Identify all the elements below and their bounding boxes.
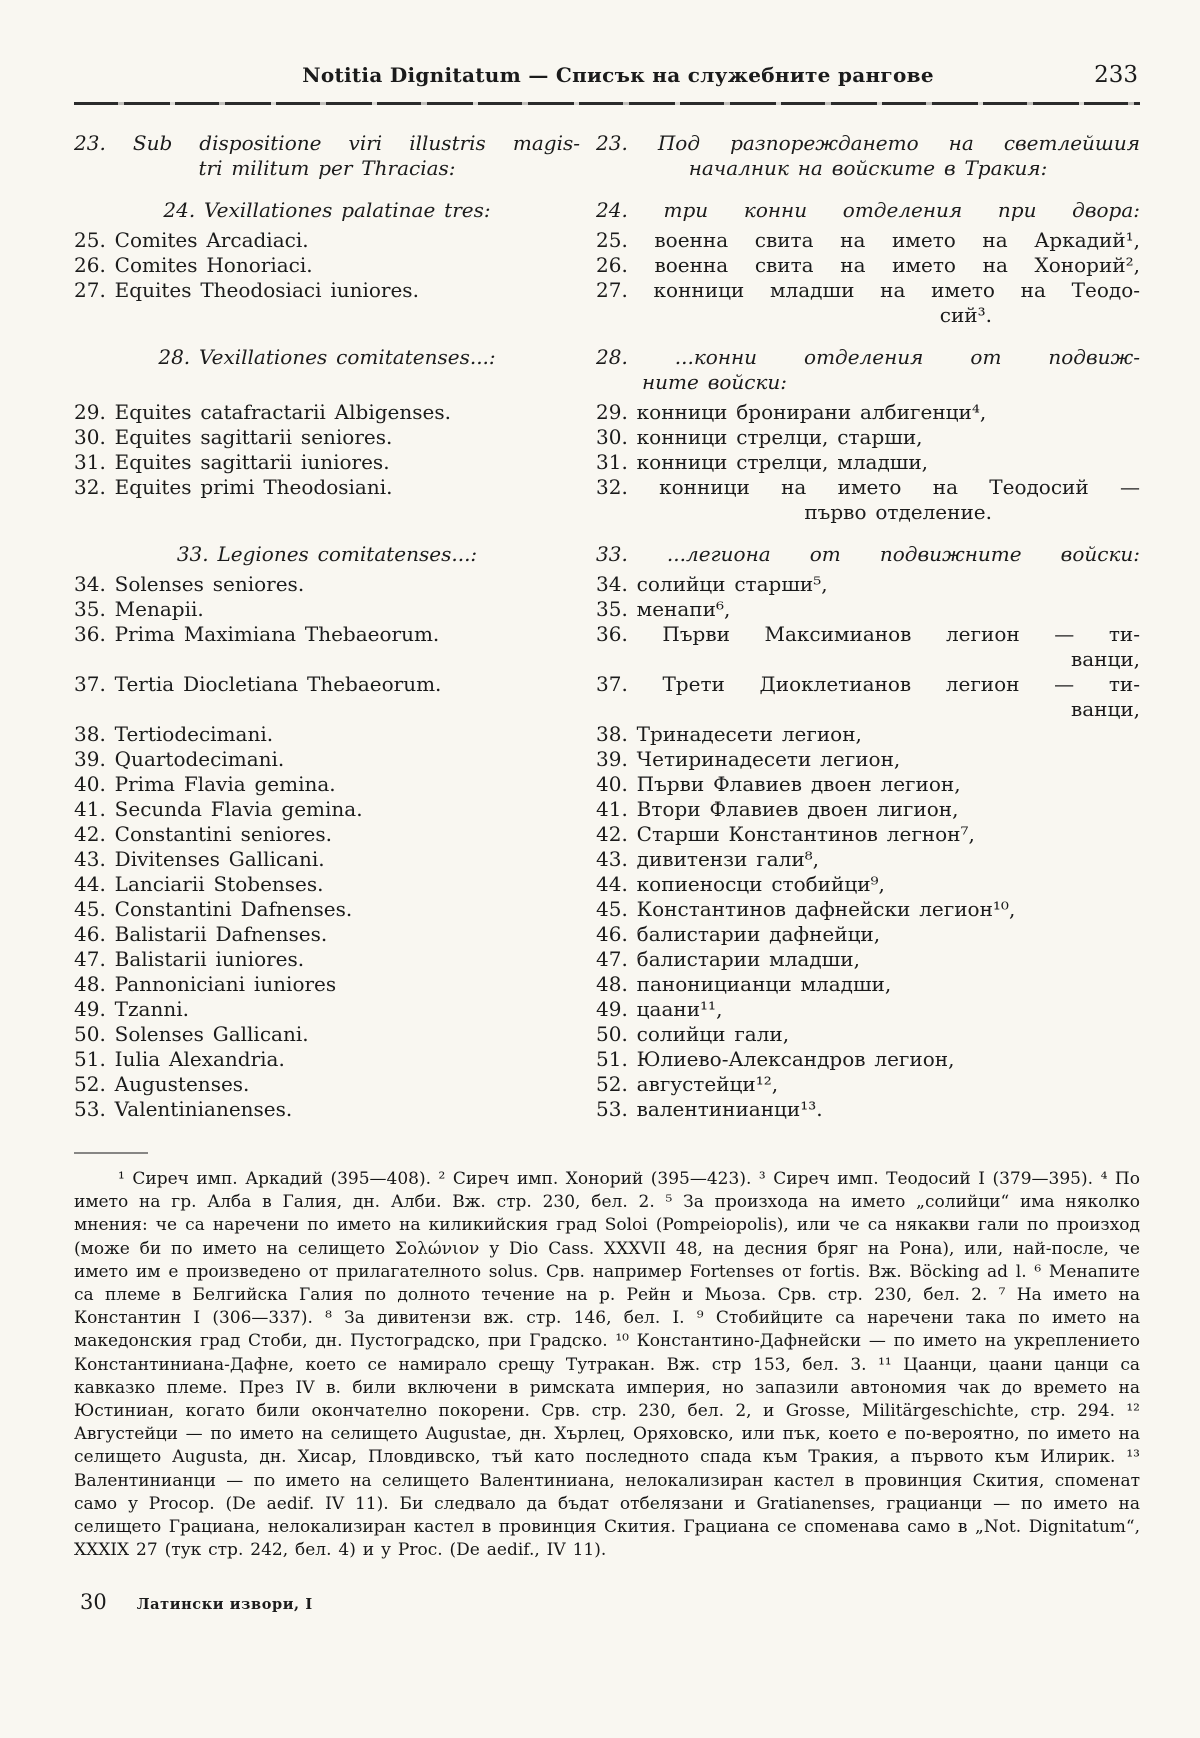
entry-row <box>74 1097 1140 1122</box>
footnote-separator <box>74 1152 148 1154</box>
bulgarian-line: сий³. <box>939 303 992 327</box>
entry-row <box>74 947 1140 972</box>
page-number: 233 <box>1094 62 1138 88</box>
bulgarian-line: 39. Четиринадесети легион, <box>596 747 901 771</box>
entry-row <box>74 425 1140 450</box>
latin-line: 26. Comites Honoriaci. <box>74 253 313 277</box>
bulgarian-line: 40. Първи Флавиев двоен легион, <box>596 772 961 796</box>
latin-line: 37. Tertia Diocletiana Thebaeorum. <box>74 672 442 696</box>
latin-line: 31. Equites sagittarii iuniores. <box>74 450 390 474</box>
bulgarian-line: 24. три конни отделения при двора: <box>596 198 1140 222</box>
bulgarian-line: 30. конници стрелци, старши, <box>596 425 923 449</box>
latin-line <box>74 697 580 722</box>
entry-row <box>74 400 1140 425</box>
latin-line: 51. Iulia Alexandria. <box>74 1047 285 1071</box>
bulgarian-line: 41. Втори Флавиев двоен лигион, <box>596 797 959 821</box>
bulgarian-line: 47. балистарии младши, <box>596 947 860 971</box>
latin-line: 38. Tertiodecimani. <box>74 722 274 746</box>
bulgarian-line: 48. паноницианци младши, <box>596 972 892 996</box>
latin-line: tri militum per Thracias: <box>198 156 456 180</box>
latin-line: 27. Equites Theodosiaci iuniores. <box>74 278 419 302</box>
latin-line <box>74 500 580 525</box>
entry-row <box>74 156 1140 181</box>
entry-row <box>74 1022 1140 1047</box>
latin-line: 42. Constantini seniores. <box>74 822 332 846</box>
latin-line: 53. Valentinianenses. <box>74 1097 293 1121</box>
entry-row <box>74 1047 1140 1072</box>
bulgarian-line: 29. конници бронирани албигенци⁴, <box>596 400 987 424</box>
latin-line: 25. Comites Arcadiaci. <box>74 228 309 252</box>
bulgarian-line: 52. августейци¹², <box>596 1072 779 1096</box>
entry-row <box>74 278 1140 303</box>
latin-line: 36. Prima Maximiana Thebaeorum. <box>74 622 440 646</box>
bulgarian-line: 49. цаани¹¹, <box>596 997 723 1021</box>
bulgarian-line: 26. военна свита на името на Хонорий², <box>596 253 1140 277</box>
latin-line: 41. Secunda Flavia gemina. <box>74 797 363 821</box>
latin-line: 35. Menapii. <box>74 597 204 621</box>
latin-line: 30. Equites sagittarii seniores. <box>74 425 393 449</box>
latin-line: 52. Augustenses. <box>74 1072 250 1096</box>
entry-row <box>74 500 1140 525</box>
bulgarian-line: 33. ...легиона от подвижните войски: <box>596 542 1140 566</box>
bulgarian-line: 53. валентинианци¹³. <box>596 1097 823 1121</box>
bulgarian-line: 42. Старши Константинов легнон⁷, <box>596 822 975 846</box>
latin-line: 33. Legiones comitatenses...: <box>176 542 478 566</box>
entry-row <box>74 475 1140 500</box>
entry-row <box>74 797 1140 822</box>
entry-row <box>74 542 1140 567</box>
entry-row <box>74 253 1140 278</box>
signature-number: 30 <box>80 1590 107 1615</box>
bulgarian-line: 38. Тринадесети легион, <box>596 722 862 746</box>
latin-line: 46. Balistarii Dafnenses. <box>74 922 328 946</box>
latin-line: 44. Lanciarii Stobenses. <box>74 872 324 896</box>
bulgarian-line: началник на войските в Тракия: <box>688 156 1048 180</box>
bulgarian-line: 34. солийци старши⁵, <box>596 572 828 596</box>
footnotes-text: ¹ Сиреч имп. Аркадий (395—408). ² Сиреч имп. Хонорий (395—423). ³ Сиреч имп. Теодосий I (379—395). ⁴ По името на гр. Алба в Галия, дн. Алби. Вж. стр. 230, бел. 2. ⁵ За произхода на името „солийци“ има няколко мнения: че са наречени по името на киликийския град Soloi (Pompeiopolis), или че са някакви гали по произход (може би по името на селището Σολώνιον у Dio Cass. XXXVII 48, на десния бряг на Рона), или, най-после, че името им е произведено от прилагателното solus. Срв. например Fortenses от fortis. Вж. Böcking ad l. ⁶ Менапите са племе в Белгийска Галия по долното течение на р. Рейн и Мьоза. Срв. стр. 230, бел. 2. ⁷ На името на Константин I (306—337). ⁸ За дивитензи вж. стр. 146, бел. I. ⁹ Стобийците са наречени така по името на македонския град Стоби, дн. Пустоградско, при Градско. ¹⁰ Константино-Дафнейски — по името на укреплението Константиниана-Дафне, което се намирало срещу Тутракан. Вж. стр 153, бел. 3. ¹¹ Цаанци, цаани цанци са кавказко племе. През IV в. били включени в римската империя, но запазили автономия чак до времето на Юстиниан, когато били окончателно покорени. Срв. стр. 230, бел. 2, и Grosse, Militärgeschichte, стр. 294. ¹² Августейци — по името на селището Augustae, дн. Хърлец, Оряховско, или пък, което е по-вероятно, по името на селището Augusta, дн. Хисар, Пловдивско, тъй като последното спада към Тракия, а първото към Илирик. ¹³ Валентинианци — по името на селището Валентиниана, нелокализиран кастел в провинция Скития, споменат само у Procop. (De aedif. IV 11). Би следвало да бъдат отбелязани и Gratianenses, грацианци — по името на селището Грациана, нелокализиран кастел в провинция Скития. Грациана се споменава само в „Not. Dignitatum“, XXXIX 27 (тук стр. 242, бел. 4) и у Proc. (De aedif., IV 11). <box>74 1169 1140 1561</box>
entry-row <box>74 897 1140 922</box>
bulgarian-line: 32. конници на името на Теодосий — <box>596 475 1140 499</box>
latin-line: 32. Equites primi Theodosiani. <box>74 475 393 499</box>
entry-row <box>74 847 1140 872</box>
entry-row <box>74 1072 1140 1097</box>
bulgarian-line: 50. солийци гали, <box>596 1022 790 1046</box>
entry-row <box>74 345 1140 370</box>
latin-line: 49. Tzanni. <box>74 997 189 1021</box>
bulgarian-line: 31. конници стрелци, младши, <box>596 450 929 474</box>
bulgarian-line: 45. Константинов дафнейски легион¹⁰, <box>596 897 1016 921</box>
entry-row <box>74 722 1140 747</box>
page-footer <box>74 1590 1140 1614</box>
latin-line: 40. Prima Flavia gemina. <box>74 772 336 796</box>
entry-row <box>74 697 1140 722</box>
entry-row <box>74 922 1140 947</box>
entry-row <box>74 370 1140 395</box>
latin-line: 28. Vexillationes comitatenses...: <box>158 345 496 369</box>
entry-row <box>74 972 1140 997</box>
entry-row <box>74 572 1140 597</box>
latin-line: 45. Constantini Dafnenses. <box>74 897 353 921</box>
page-header <box>74 62 1140 102</box>
entry-row <box>74 198 1140 223</box>
latin-line: 24. Vexillationes palatinae tres: <box>163 198 491 222</box>
bulgarian-line: ните войски: <box>642 370 788 394</box>
latin-line: 34. Solenses seniores. <box>74 572 305 596</box>
bulgarian-line: ванци, <box>1070 647 1140 671</box>
entry-row <box>74 228 1140 253</box>
entry-row <box>74 450 1140 475</box>
bulgarian-line: 44. копиеносци стобийци⁹, <box>596 872 885 896</box>
header-rule <box>74 102 1140 105</box>
bulgarian-line: 51. Юлиево-Александров легион, <box>596 1047 955 1071</box>
bulgarian-line: 27. конници младши на името на Теодо- <box>596 278 1140 302</box>
entry-row <box>74 997 1140 1022</box>
latin-line: 48. Pannoniciani iuniores <box>74 972 337 996</box>
bulgarian-line: ванци, <box>1070 697 1140 721</box>
latin-line: 29. Equites catafractarii Albigenses. <box>74 400 451 424</box>
latin-line <box>74 647 580 672</box>
bulgarian-line: 46. балистарии дафнейци, <box>596 922 881 946</box>
latin-line: 39. Quartodecimani. <box>74 747 285 771</box>
bulgarian-line: 36. Първи Максимианов легион — ти- <box>596 622 1140 646</box>
bulgarian-line: 35. менапи⁶, <box>596 597 731 621</box>
series-title: Латински извори, I <box>136 1596 313 1614</box>
bulgarian-line: 23. Под разпореждането на светлейшия <box>596 131 1140 155</box>
entry-row <box>74 303 1140 328</box>
running-title: Notitia Dignitatum — Списък на служебните рангове <box>302 63 934 87</box>
entry-row <box>74 822 1140 847</box>
entry-row <box>74 872 1140 897</box>
rank-list <box>74 131 1140 1122</box>
latin-line: 50. Solenses Gallicani. <box>74 1022 309 1046</box>
entry-row <box>74 131 1140 156</box>
bulgarian-line: 43. дивитензи гали⁸, <box>596 847 820 871</box>
latin-line <box>74 303 580 328</box>
bulgarian-line: 37. Трети Диоклетианов легион — ти- <box>596 672 1140 696</box>
entry-row <box>74 747 1140 772</box>
latin-line: 47. Balistarii iuniores. <box>74 947 305 971</box>
latin-line: 23. Sub dispositione viri illustris magis- <box>74 131 580 155</box>
entry-row <box>74 772 1140 797</box>
entry-row <box>74 672 1140 697</box>
entry-row <box>74 622 1140 647</box>
bulgarian-line: първо отделение. <box>804 500 992 524</box>
latin-line: 43. Divitenses Gallicani. <box>74 847 325 871</box>
bulgarian-line: 25. военна свита на името на Аркадий¹, <box>596 228 1140 252</box>
bulgarian-line: 28. ...конни отделения от подвиж- <box>596 345 1140 369</box>
entry-row <box>74 647 1140 672</box>
latin-line <box>74 370 580 395</box>
entry-row <box>74 597 1140 622</box>
